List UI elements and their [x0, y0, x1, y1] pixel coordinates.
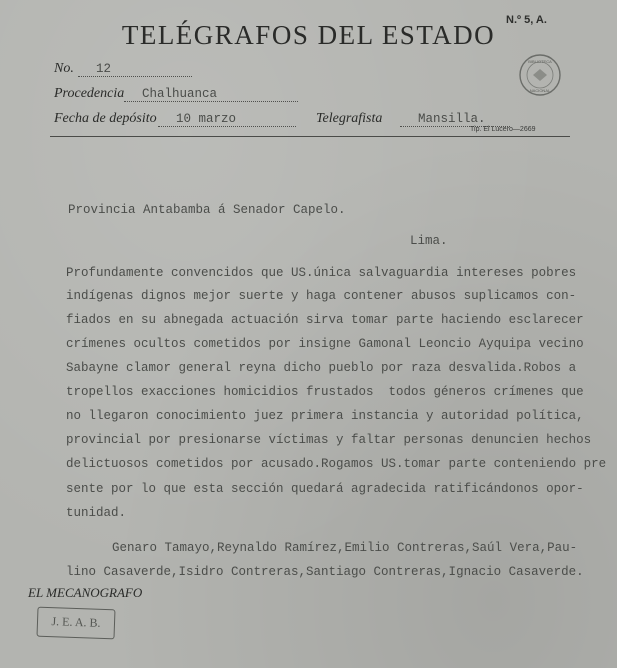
telegrafista-value: Mansilla.: [400, 112, 510, 127]
message-line: sente por lo que esta sección quedará agradecida ratificándonos opor-: [66, 482, 584, 496]
message-line: no llegaron conocimiento juez primera instancia y autoridad política,: [66, 409, 584, 423]
number-label: No.: [54, 61, 74, 76]
form-number: N.º 5, A.: [506, 14, 547, 26]
signatures-line: lino Casaverde,Isidro Contreras,Santiago Contreras,Ignacio Casaverde.: [66, 565, 584, 579]
fecha-value: 10 marzo: [158, 112, 296, 127]
library-stamp-icon: [518, 53, 562, 97]
signatures-line: Genaro Tamayo,Reynaldo Ramírez,Emilio Contreras,Saúl Vera,Pau-: [112, 541, 578, 555]
addressee-line: Provincia Antabamba á Senador Capelo.: [68, 203, 346, 217]
message-line: fiados en su abnegada actuación sirva tomar parte haciendo esclarecer: [66, 313, 584, 327]
message-line: indígenas dignos mejor suerte y haga contener abusos suplicamos con-: [66, 289, 577, 303]
message-line: crímenes ocultos cometidos por insigne Gamonal Leoncio Ayquipa vecino: [66, 337, 584, 351]
printer-note: Tip. El Lucero—2669: [470, 126, 536, 133]
initials-stamp: J. E. A. B.: [37, 607, 116, 640]
message-line: Profundamente convencidos que US.única salvaguardia intereses pobres: [66, 266, 577, 280]
message-line: tunidad.: [66, 506, 127, 520]
destination-line: Lima.: [410, 234, 448, 248]
mecanografo-label: EL MECANOGRAFO: [28, 585, 143, 600]
header-rule: [50, 136, 570, 137]
document-title: TELÉGRAFOS DEL ESTADO: [121, 20, 496, 50]
svg-text:BIBLIOTECA: BIBLIOTECA: [528, 59, 552, 64]
procedencia-value: Chalhuanca: [124, 87, 298, 102]
message-line: tropellos exacciones homicidios frustados todos géneros crímenes que: [66, 385, 584, 399]
svg-text:NACIONAL: NACIONAL: [529, 88, 551, 93]
procedencia-label: Procedencia: [54, 86, 125, 101]
telegrafista-label: Telegrafista: [316, 111, 383, 126]
number-value: 12: [78, 62, 192, 77]
message-line: Sabayne clamor general reyna dicho pueblo por raza desvalida.Robos a: [66, 361, 577, 375]
message-line: delictuosos cometidos por acusado.Rogamos US.tomar parte conteniendo pre: [66, 457, 607, 471]
fecha-label: Fecha de depósito: [54, 111, 157, 126]
message-line: provincial por presionarse víctimas y faltar personas denuncien hechos: [66, 433, 592, 447]
